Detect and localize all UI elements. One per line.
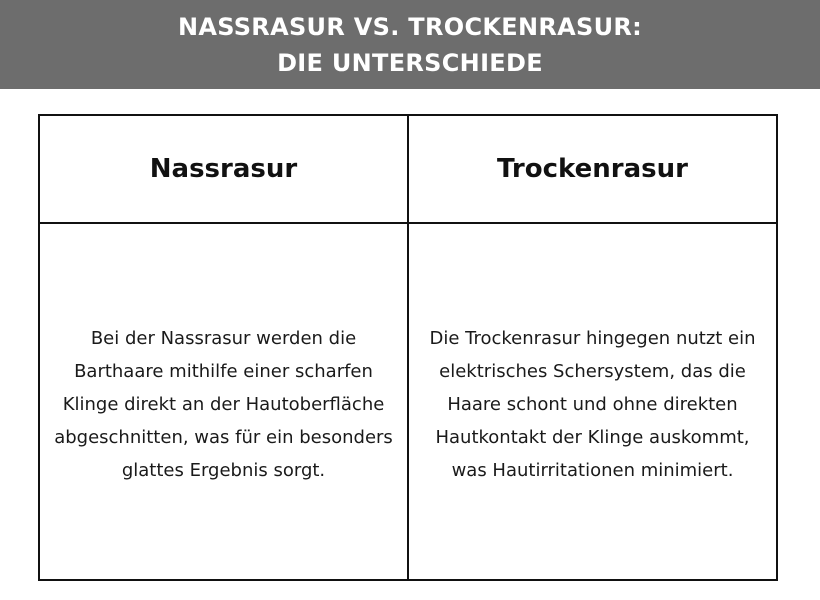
title-banner <box>0 0 820 89</box>
cell-trockenrasur <box>408 223 777 580</box>
header-row <box>39 115 777 223</box>
column-heading-trockenrasur: Trockenrasur <box>408 115 777 223</box>
description-trockenrasur: Die Trockenrasur hingegen nutzt ein elektrisches Schersystem, das die Haare schont und ohne direkten Hautkontakt der Klinge auskommt, was Hautirritationen minimiert. <box>429 328 756 481</box>
title-line-1: NASSRASUR VS. TROCKENRASUR: <box>177 12 643 41</box>
description-nassrasur: Bei der Nassrasur werden die Barthaare mithilfe einer scharfen Klinge direkt an der Hautoberfläche abgeschnitten, was für ein besonders glattes Ergebnis sorgt. <box>54 328 393 481</box>
title-line-2: DIE UNTERSCHIEDE <box>277 48 543 77</box>
body-row <box>39 223 777 580</box>
cell-nassrasur <box>39 223 408 580</box>
comparison-table <box>38 114 778 581</box>
column-heading-nassrasur: Nassrasur <box>39 115 408 223</box>
